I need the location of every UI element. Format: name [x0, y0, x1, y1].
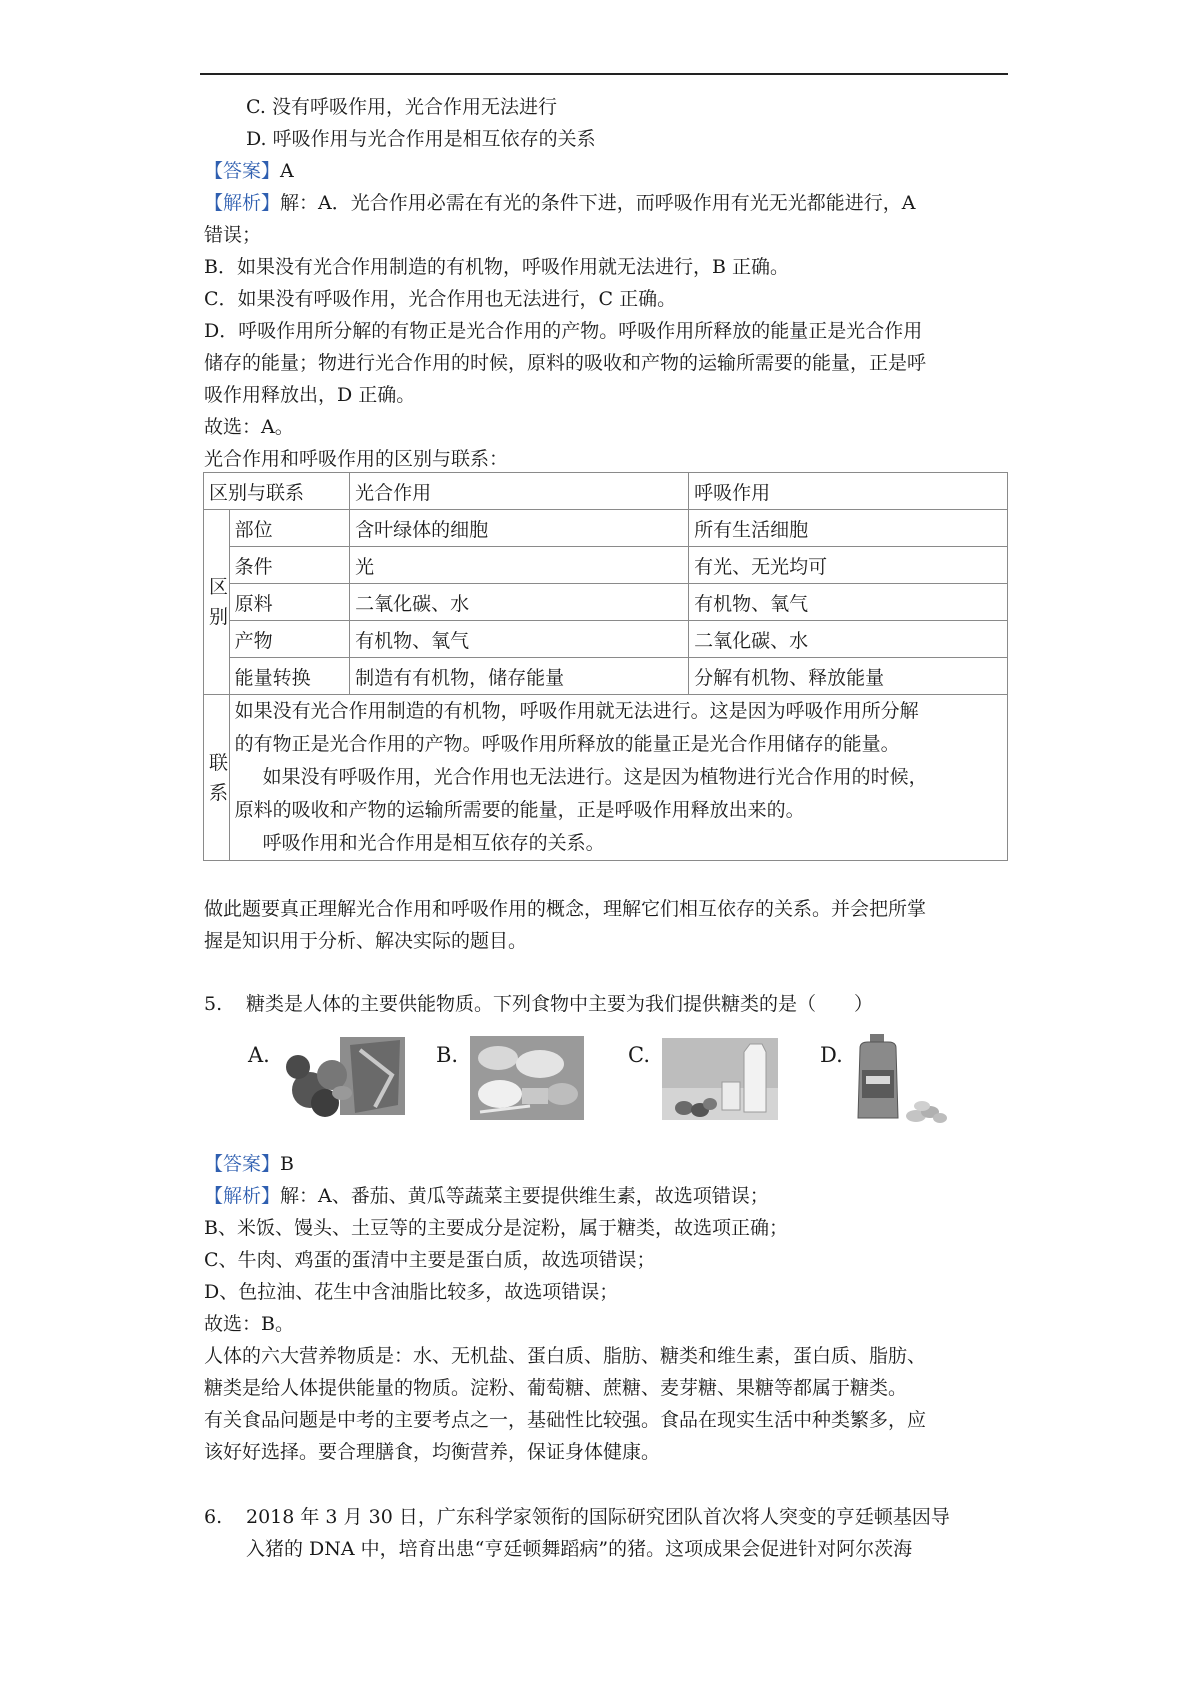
header-rule	[200, 73, 1008, 75]
q5-analysis-c: C、牛肉、鸡蛋的蛋清中主要是蛋白质，故选项错误；	[204, 1249, 656, 1271]
answer-tag: 【答案】	[204, 160, 281, 182]
summary-2: 握是知识用于分析、解决实际的题目。	[204, 930, 528, 952]
q5-number: 5.	[204, 993, 223, 1015]
answer-value: B	[280, 1153, 294, 1175]
analysis-c: C．如果没有呼吸作用，光合作用也无法进行，C 正确。	[204, 288, 677, 310]
q6-line-1: 2018 年 3 月 30 日，广东科学家领衔的国际研究团队首次将人突变的亨廷顿基因导	[246, 1506, 950, 1528]
table-intro: 光合作用和呼吸作用的区别与联系：	[204, 448, 509, 470]
table-row	[204, 658, 1008, 695]
analysis-line-2: 错误；	[204, 224, 262, 246]
group-label-diff	[204, 510, 230, 695]
staple-food-image	[470, 1036, 584, 1120]
table-cell: 含叶绿体的细胞	[350, 510, 689, 547]
table-cell: 有光、无光均可	[689, 547, 1008, 584]
table-cell: 有机物、氧气	[689, 584, 1008, 621]
table-row	[204, 547, 1008, 584]
table-cell: 二氧化碳、水	[350, 584, 689, 621]
link-line: 如果没有光合作用制造的有机物，呼吸作用就无法进行。这是因为呼吸作用所分解	[234, 700, 919, 722]
q5-analysis-b: B、米饭、馒头、土豆等的主要成分是淀粉，属于糖类，故选项正确；	[204, 1217, 788, 1239]
analysis-b: B．如果没有光合作用制造的有机物，呼吸作用就无法进行，B 正确。	[204, 256, 789, 278]
table-cell: 所有生活细胞	[689, 510, 1008, 547]
analysis-tag: 【解析】	[204, 1185, 281, 1207]
vegetables-image	[280, 1035, 407, 1125]
table-cell: 二氧化碳、水	[689, 621, 1008, 658]
table-cell: 光	[350, 547, 689, 584]
table-cell: 产物	[229, 621, 350, 658]
analysis-tag: 【解析】	[204, 192, 281, 214]
cooking-oil-peanuts-image	[852, 1030, 948, 1126]
q5-analysis-line	[204, 1185, 769, 1207]
link-cell	[229, 695, 1007, 861]
analysis-d-2: 储存的能量；物进行光合作用的时候，原料的吸收和产物的运输所需要的能量，正是呼	[204, 352, 927, 374]
q5-choice: 故选：B。	[204, 1313, 294, 1335]
table-cell: 分解有机物、释放能量	[689, 658, 1008, 695]
analysis-d-1: D．呼吸作用所分解的有物正是光合作用的产物。呼吸作用所释放的能量正是光合作用	[204, 320, 923, 342]
option-d: D. 呼吸作用与光合作用是相互依存的关系	[246, 128, 596, 150]
comparison-table	[203, 472, 1008, 861]
table-cell: 能量转换	[229, 658, 350, 695]
table-header-cell: 呼吸作用	[689, 473, 1008, 510]
option-d-label: D.	[820, 1043, 843, 1067]
q5-extra-4: 该好好选择。要合理膳食，均衡营养，保证身体健康。	[204, 1441, 661, 1463]
table-row	[204, 510, 1008, 547]
table-cell: 部位	[229, 510, 350, 547]
table-row	[204, 584, 1008, 621]
option-c: C. 没有呼吸作用，光合作用无法进行	[246, 96, 557, 118]
answer-tag: 【答案】	[204, 1153, 281, 1175]
table-header-cell: 区别与联系	[204, 473, 350, 510]
table-row	[204, 621, 1008, 658]
analysis-text: 解：A．光合作用必需在有光的条件下进，而呼吸作用有光无光都能进行，A	[280, 192, 916, 214]
table-cell: 条件	[229, 547, 350, 584]
answer-line	[204, 160, 294, 182]
answer-value: A	[280, 160, 294, 182]
q5-analysis-d: D、色拉油、花生中含油脂比较多，故选项错误；	[204, 1281, 619, 1303]
option-c-label: C.	[628, 1043, 650, 1067]
q5-extra-3: 有关食品问题是中考的主要考点之一，基础性比较强。食品在现实生活中种类繁多，应	[204, 1409, 927, 1431]
table-cell: 原料	[229, 584, 350, 621]
option-b-label: B.	[436, 1043, 459, 1067]
table-header-row	[204, 473, 1008, 510]
analysis-text: 解：A、番茄、黄瓜等蔬菜主要提供维生素，故选项错误；	[280, 1185, 769, 1207]
link-line: 呼吸作用和光合作用是相互依存的关系。	[262, 832, 605, 854]
option-a-label: A.	[248, 1043, 270, 1067]
q5-answer-line	[204, 1153, 294, 1175]
milk-eggs-image	[662, 1038, 778, 1120]
group-label-text: 联 系	[209, 751, 229, 804]
link-line: 的有物正是光合作用的产物。呼吸作用所释放的能量正是光合作用储存的能量。	[234, 733, 900, 755]
group-label-link	[204, 695, 230, 861]
table-header-cell: 光合作用	[350, 473, 689, 510]
analysis-line	[204, 192, 915, 214]
q5-extra-2: 糖类是给人体提供能量的物质。淀粉、葡萄糖、蔗糖、麦芽糖、果糖等都属于糖类。	[204, 1377, 908, 1399]
q5-stem: 糖类是人体的主要供能物质。下列食物中主要为我们提供糖类的是（ ）	[246, 993, 874, 1015]
group-label-text: 区 别	[209, 576, 229, 628]
summary-1: 做此题要真正理解光合作用和呼吸作用的概念，理解它们相互依存的关系。并会把所掌	[204, 898, 927, 920]
analysis-d-3: 吸作用释放出，D 正确。	[204, 384, 416, 406]
link-line: 原料的吸收和产物的运输所需要的能量，正是呼吸作用释放出来的。	[234, 799, 805, 821]
q6-number: 6.	[204, 1506, 223, 1528]
q5-extra-1: 人体的六大营养物质是：水、无机盐、蛋白质、脂肪、糖类和维生素，蛋白质、脂肪、	[204, 1345, 927, 1367]
choice-line: 故选：A。	[204, 416, 294, 438]
table-row-link	[204, 695, 1008, 861]
link-line: 如果没有呼吸作用，光合作用也无法进行。这是因为植物进行光合作用的时候，	[262, 766, 928, 788]
q6-line-2: 入猪的 DNA 中，培育出患“亨廷顿舞蹈病”的猪。这项成果会促进针对阿尔茨海	[246, 1538, 913, 1560]
table-cell: 制造有有机物，储存能量	[350, 658, 689, 695]
table-cell: 有机物、氧气	[350, 621, 689, 658]
